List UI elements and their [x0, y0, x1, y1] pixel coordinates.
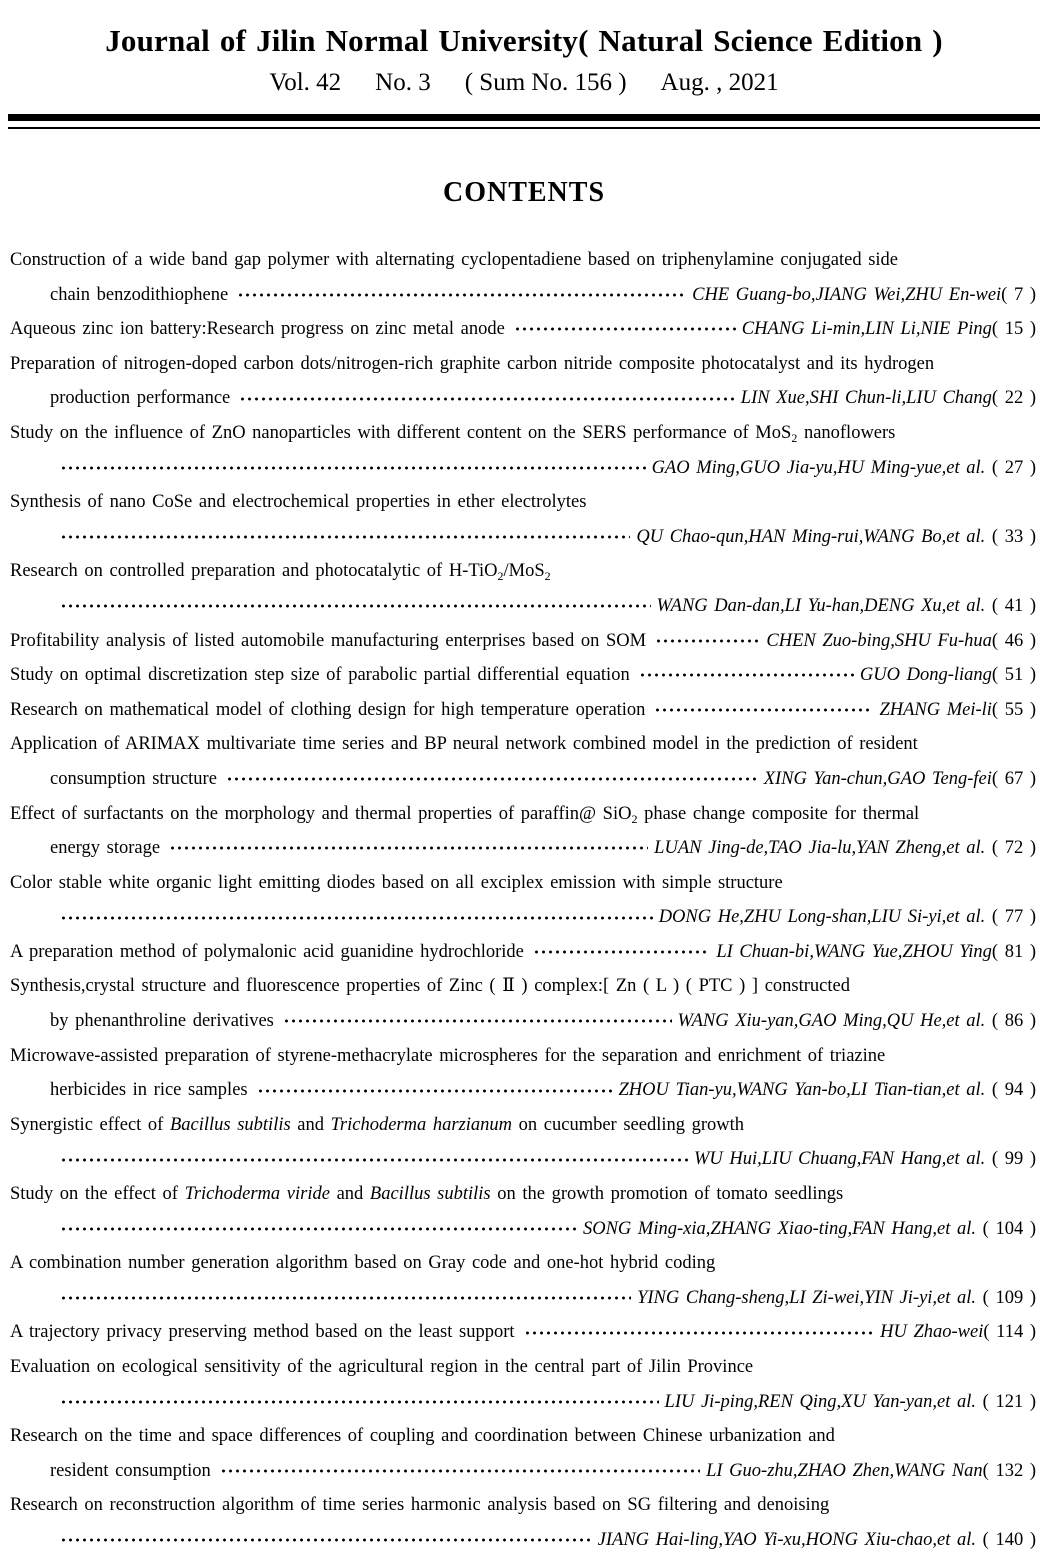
dot-leader: [239, 394, 735, 404]
dot-leader: [524, 1328, 875, 1338]
entry-title: [10, 1046, 885, 1066]
entry-title: [10, 734, 918, 754]
dot-leader: [514, 324, 736, 334]
entry-page: ( 99 ): [985, 1149, 1036, 1170]
entry-authors: QU Chao-qun,HAN Ming-rui,WANG Bo,et al.: [636, 526, 986, 547]
toc-line: [10, 831, 1036, 866]
toc-line: [10, 1212, 1036, 1247]
journal-header: [0, 22, 1048, 99]
entry-title: [10, 423, 895, 443]
entry-title: [10, 354, 934, 374]
toc-line: [10, 658, 1036, 693]
entry-page: ( 121 ): [976, 1391, 1036, 1412]
entry-title: [10, 804, 919, 824]
toc-line: [10, 520, 1036, 555]
dot-leader: [169, 843, 648, 853]
entry-authors: LUAN Jing-de,TAO Jia-lu,YAN Zheng,et al.: [654, 838, 986, 859]
entry-title-segment: consumption structure: [50, 768, 217, 789]
toc-line: [10, 381, 1036, 416]
entry-authors: GUO Dong-liang: [859, 665, 992, 686]
dot-leader: [639, 670, 854, 680]
entry-title-segment: Research on mathematical model of clothing design for high temperature operation: [10, 699, 646, 720]
entry-title: [10, 1115, 744, 1135]
dot-leader: [60, 913, 653, 923]
entry-page: ( 15 ): [991, 319, 1036, 340]
entry-page: ( 77 ): [985, 907, 1036, 928]
entry-title-segment: nanoflowers: [797, 422, 896, 443]
toc-line: [10, 1454, 1036, 1489]
entry-title-segment: Evaluation on ecological sensitivity of the agricultural region in the central part of Jilin Province: [10, 1357, 754, 1377]
dot-leader: [60, 1155, 688, 1165]
entry-title: [50, 1073, 248, 1108]
dot-leader: [237, 290, 686, 300]
entry-title-segment: Study on the influence of ZnO nanoparticles with different content on the SERS performance of MoS: [10, 422, 792, 443]
entry-title-segment: Study on optimal discretization step size of parabolic partial differential equation: [10, 665, 630, 686]
entry-title-segment: A preparation method of polymalonic acid guanidine hydrochloride: [10, 941, 524, 962]
entry-title-segment: /MoS: [503, 561, 545, 582]
toc-line: [10, 1004, 1036, 1039]
rule-thick: [8, 114, 1040, 121]
entry-authors: GAO Ming,GUO Jia-yu,HU Ming-yue,et al.: [651, 457, 986, 478]
entry-title-italic-segment: Trichoderma harzianum: [330, 1114, 513, 1135]
dot-leader: [60, 601, 651, 611]
entry-page: ( 41 ): [985, 595, 1036, 616]
entry-title-segment: and: [290, 1114, 331, 1135]
entry-title: [10, 492, 586, 512]
entry-title-italic-segment: Bacillus subtilis: [169, 1114, 291, 1135]
entry-authors: JIANG Hai-ling,YAO Yi-xu,HONG Xiu-chao,et al.: [597, 1529, 977, 1550]
toc-line: [10, 1488, 1036, 1523]
toc-line: [10, 1350, 1036, 1385]
toc-line: [10, 693, 1036, 728]
entry-title: [50, 278, 228, 313]
entry-title-segment: Research on reconstruction algorithm of time series harmonic analysis based on SG filtering and denoising: [10, 1495, 830, 1516]
entry-page: ( 7 ): [1001, 284, 1036, 305]
entry-title: [10, 976, 850, 996]
toc-line: [10, 1246, 1036, 1281]
entry-title-segment: Research on controlled preparation and photocatalytic of H-TiO: [10, 561, 498, 582]
toc-line: [10, 1142, 1036, 1177]
entry-page: ( 114 ): [983, 1322, 1036, 1343]
entry-title: [10, 693, 645, 728]
toc-line: [10, 312, 1036, 347]
entry-title: [10, 624, 646, 659]
entry-page: ( 109 ): [976, 1287, 1036, 1308]
entry-title-segment: herbicides in rice samples: [50, 1080, 248, 1101]
entry-title-segment: production performance: [50, 388, 231, 409]
entry-title-segment: resident consumption: [50, 1460, 211, 1481]
entry-title-sub-segment: 2: [497, 569, 504, 584]
entry-title-segment: Application of ARIMAX multivariate time series and BP neural network combined model in the prediction of resident: [10, 734, 918, 755]
issue-number-label: No. 3: [375, 69, 431, 96]
sum-number-label: ( Sum No. 156 ): [464, 69, 627, 96]
entry-page: ( 86 ): [985, 1011, 1036, 1032]
entry-title-segment: Effect of surfactants on the morphology and thermal properties of paraffin@ SiO: [10, 803, 632, 824]
dot-leader: [654, 705, 873, 715]
entry-page: ( 72 ): [985, 838, 1036, 859]
entry-title: [50, 381, 230, 416]
entry-title-segment: Aqueous zinc ion battery:Research progress on zinc metal anode: [10, 319, 505, 340]
entry-title-segment: A trajectory privacy preserving method based on the least support: [10, 1322, 515, 1343]
entry-title-italic-segment: Trichoderma viride: [184, 1184, 330, 1205]
entry-title-segment: phase change composite for thermal: [637, 803, 920, 824]
entry-title: [10, 658, 630, 693]
entry-title: [10, 1357, 753, 1377]
toc-line: [10, 969, 1036, 1004]
issue-line: [0, 67, 1048, 99]
entry-title-sub-segment: 2: [544, 569, 551, 584]
entry-title: [10, 935, 524, 970]
entry-authors: LI Guo-zhu,ZHAO Zhen,WANG Nan: [706, 1460, 983, 1481]
toc-line: [10, 1108, 1036, 1143]
journal-title: Journal of Jilin Normal University( Natural Science Edition ): [105, 23, 943, 58]
toc-line: [10, 1073, 1036, 1108]
dot-leader: [226, 774, 758, 784]
entry-title-segment: Construction of a wide band gap polymer with alternating cyclopentadiene based on triphenylamine conjugated side: [10, 250, 898, 270]
entry-page: ( 140 ): [976, 1529, 1036, 1550]
dot-leader: [533, 947, 710, 957]
entry-authors: LIU Ji-ping,REN Qing,XU Yan-yan,et al.: [664, 1391, 977, 1412]
toc-line: [10, 1177, 1036, 1212]
dot-leader: [60, 1293, 631, 1303]
entry-title: [10, 873, 783, 893]
toc-line: [10, 1385, 1036, 1420]
entry-title-segment: A combination number generation algorithm based on Gray code and one-hot hybrid coding: [10, 1253, 716, 1274]
entry-page: ( 94 ): [985, 1080, 1036, 1101]
dot-leader: [60, 1224, 577, 1234]
entry-title-segment: on the growth promotion of tomato seedlings: [490, 1184, 844, 1205]
entry-page: ( 132 ): [982, 1460, 1036, 1481]
toc-line: [10, 797, 1036, 832]
entry-title-segment: Color stable white organic light emitting diodes based on all exciplex emission with simple structure: [10, 872, 783, 893]
toc-line: [10, 1039, 1036, 1074]
entry-title: [10, 1426, 835, 1446]
entry-title-segment: Synergistic effect of: [10, 1114, 170, 1135]
entry-title: [50, 1004, 274, 1039]
dot-leader: [220, 1466, 700, 1476]
entry-page: ( 104 ): [976, 1218, 1036, 1239]
issue-date-label: Aug. , 2021: [660, 69, 779, 96]
toc-line: [10, 866, 1036, 901]
entry-title: [10, 250, 898, 270]
toc-line: [10, 727, 1036, 762]
entry-authors: ZHANG Mei-li: [879, 699, 992, 720]
toc-line: [10, 1523, 1036, 1558]
entry-title: [10, 1315, 515, 1350]
entry-title-segment: Microwave-assisted preparation of styrene-methacrylate microspheres for the separation and enrichment of triazine: [10, 1045, 886, 1066]
dot-leader: [655, 636, 760, 646]
entry-authors: CHE Guang-bo,JIANG Wei,ZHU En-wei: [692, 284, 1002, 305]
entry-title-segment: chain benzodithiophene: [50, 284, 229, 305]
entry-title: [10, 1253, 715, 1273]
entry-page: ( 55 ): [991, 699, 1036, 720]
entry-title-segment: Synthesis of nano CoSe and electrochemical properties in ether electrolytes: [10, 492, 587, 513]
toc-line: [10, 554, 1036, 589]
entry-title: [10, 1184, 843, 1204]
entry-title: [10, 312, 505, 347]
entry-authors: HU Zhao-wei: [880, 1322, 984, 1343]
entry-title-segment: Profitability analysis of listed automobile manufacturing enterprises based on SOM: [10, 630, 647, 651]
toc-line: [10, 485, 1036, 520]
dot-leader: [60, 532, 630, 542]
double-rule: [8, 114, 1040, 129]
toc-line: [10, 589, 1036, 624]
entry-authors: LI Chuan-bi,WANG Yue,ZHOU Ying: [716, 941, 992, 962]
entry-title: [50, 762, 217, 797]
dot-leader: [60, 1535, 592, 1545]
toc-line: [10, 1315, 1036, 1350]
entry-title-segment: energy storage: [50, 838, 161, 859]
entry-title-segment: Synthesis,crystal structure and fluorescence properties of Zinc ( Ⅱ ) complex:[ Zn ( L ) ( PTC ) ] constructed: [10, 976, 850, 997]
entry-title: [10, 1495, 829, 1515]
toc-line: [10, 762, 1036, 797]
entry-authors: LIN Xue,SHI Chun-li,LIU Chang: [740, 388, 992, 409]
entry-title-segment: Research on the time and space differences of coupling and coordination between Chinese urbanization and: [10, 1426, 835, 1447]
entry-page: ( 27 ): [985, 457, 1036, 478]
rule-thin: [8, 127, 1040, 129]
entry-page: ( 67 ): [991, 768, 1036, 789]
entry-authors: CHEN Zuo-bing,SHU Fu-hua: [766, 630, 992, 651]
entry-authors: XING Yan-chun,GAO Teng-fei: [763, 768, 992, 789]
contents-title: CONTENTS: [442, 177, 606, 208]
dot-leader: [257, 1086, 613, 1096]
toc-line: [10, 935, 1036, 970]
entry-page: ( 81 ): [991, 941, 1036, 962]
entry-title-italic-segment: Bacillus subtilis: [369, 1184, 491, 1205]
entry-title-segment: Study on the effect of: [10, 1184, 185, 1205]
entry-title: [50, 831, 160, 866]
toc-line: [10, 347, 1036, 382]
entry-authors: CHANG Li-min,LIN Li,NIE Ping: [741, 319, 992, 340]
entry-page: ( 51 ): [991, 665, 1036, 686]
entry-authors: YING Chang-sheng,LI Zi-wei,YIN Ji-yi,et al.: [637, 1287, 977, 1308]
entry-authors: WU Hui,LIU Chuang,FAN Hang,et al.: [693, 1149, 986, 1170]
toc-line: [10, 900, 1036, 935]
toc-line: [10, 243, 1036, 278]
entry-title-segment: by phenanthroline derivatives: [50, 1011, 274, 1032]
entry-title: [10, 561, 551, 584]
dot-leader: [283, 1016, 672, 1026]
entry-page: ( 46 ): [991, 630, 1036, 651]
toc-line: [10, 1419, 1036, 1454]
entry-title-segment: Preparation of nitrogen-doped carbon dots/nitrogen-rich graphite carbon nitride composite photocatalyst and its hydrogen: [10, 353, 935, 374]
entry-title-segment: and: [329, 1184, 370, 1205]
entry-authors: SONG Ming-xia,ZHANG Xiao-ting,FAN Hang,et al.: [582, 1218, 977, 1239]
entry-title-sub-segment: 2: [791, 430, 798, 445]
entry-page: ( 33 ): [985, 526, 1036, 547]
entry-title: [50, 1454, 211, 1489]
toc-line: [10, 1281, 1036, 1316]
toc-list: [0, 243, 1048, 1558]
entry-authors: WANG Xiu-yan,GAO Ming,QU He,et al.: [677, 1011, 986, 1032]
entry-title-segment: on cucumber seedling growth: [512, 1114, 745, 1135]
dot-leader: [60, 463, 646, 473]
dot-leader: [60, 1397, 659, 1407]
entry-page: ( 22 ): [991, 388, 1036, 409]
toc-line: [10, 451, 1036, 486]
toc-line: [10, 278, 1036, 313]
toc-line: [10, 624, 1036, 659]
entry-authors: DONG He,ZHU Long-shan,LIU Si-yi,et al.: [658, 907, 986, 928]
volume-label: Vol. 42: [269, 69, 342, 96]
entry-authors: WANG Dan-dan,LI Yu-han,DENG Xu,et al.: [656, 595, 986, 616]
toc-line: [10, 416, 1036, 451]
entry-title-sub-segment: 2: [631, 811, 638, 826]
entry-authors: ZHOU Tian-yu,WANG Yan-bo,LI Tian-tian,et al.: [618, 1080, 986, 1101]
